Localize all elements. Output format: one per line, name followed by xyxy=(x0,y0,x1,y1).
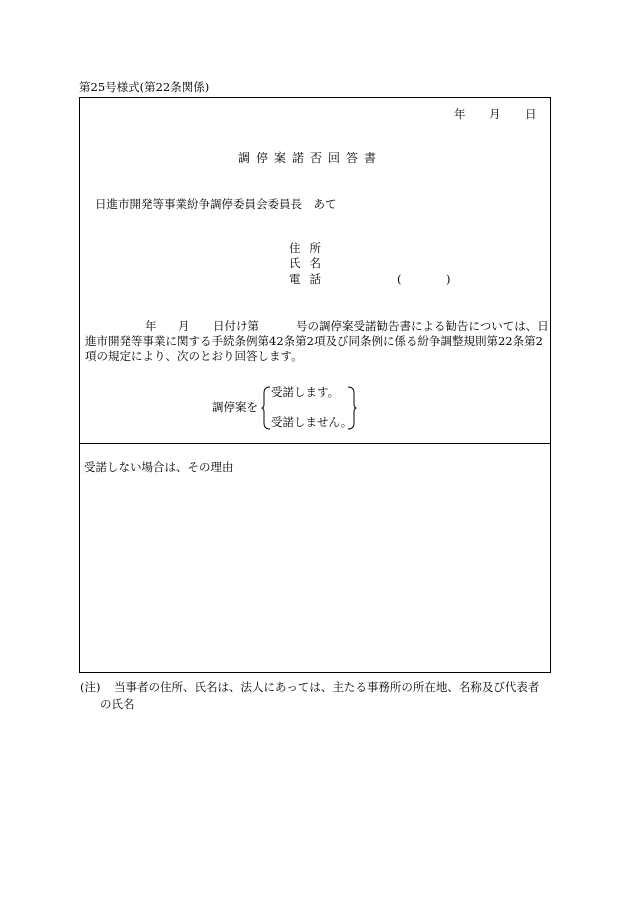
date-month-label: 月 xyxy=(489,107,501,121)
form-reference: 第25号様式(第22条関係) xyxy=(79,80,210,94)
body-text-line3: 項の規定により、次のとおり回答します。 xyxy=(85,349,303,363)
body-date-number-label: 日付け第 xyxy=(213,319,259,333)
document-title: 調停案諾否回答書 xyxy=(238,151,383,165)
addressee: 日進市開発等事業紛争調停委員会委員長 あて xyxy=(95,197,337,211)
address-label: 住所 xyxy=(289,241,330,255)
reason-label: 受諾しない場合は、その理由 xyxy=(84,460,234,474)
left-brace-icon xyxy=(261,386,271,430)
choice-prefix: 調停案を xyxy=(212,400,258,414)
note-line2: の氏名 xyxy=(100,697,135,711)
body-text-line1: 号の調停案受諾勧告書による勧告については、日 xyxy=(296,319,549,333)
body-year-label: 年 xyxy=(145,319,157,333)
section-divider xyxy=(79,443,551,444)
telephone-paren-close: ) xyxy=(446,272,451,286)
choice-accept: 受諾します。 xyxy=(271,385,340,399)
date-day-label: 日 xyxy=(525,107,537,121)
right-brace-icon xyxy=(347,386,357,430)
telephone-paren-open: ( xyxy=(397,272,402,286)
date-year-label: 年 xyxy=(454,107,466,121)
telephone-label: 電話 xyxy=(289,272,330,286)
body-month-label: 月 xyxy=(178,319,190,333)
name-label: 氏名 xyxy=(289,256,330,270)
body-text-line2: 進市開発等事業に関する手続条例第42条第2項及び同条例に係る紛争調整規則第22条第2 xyxy=(85,334,543,348)
note-line1: 当事者の住所、氏名は、法人にあっては、主たる事務所の所在地、名称及び代表者 xyxy=(114,680,540,694)
choice-reject: 受諾しません。 xyxy=(271,415,353,429)
note-mark: (注) xyxy=(80,680,101,694)
